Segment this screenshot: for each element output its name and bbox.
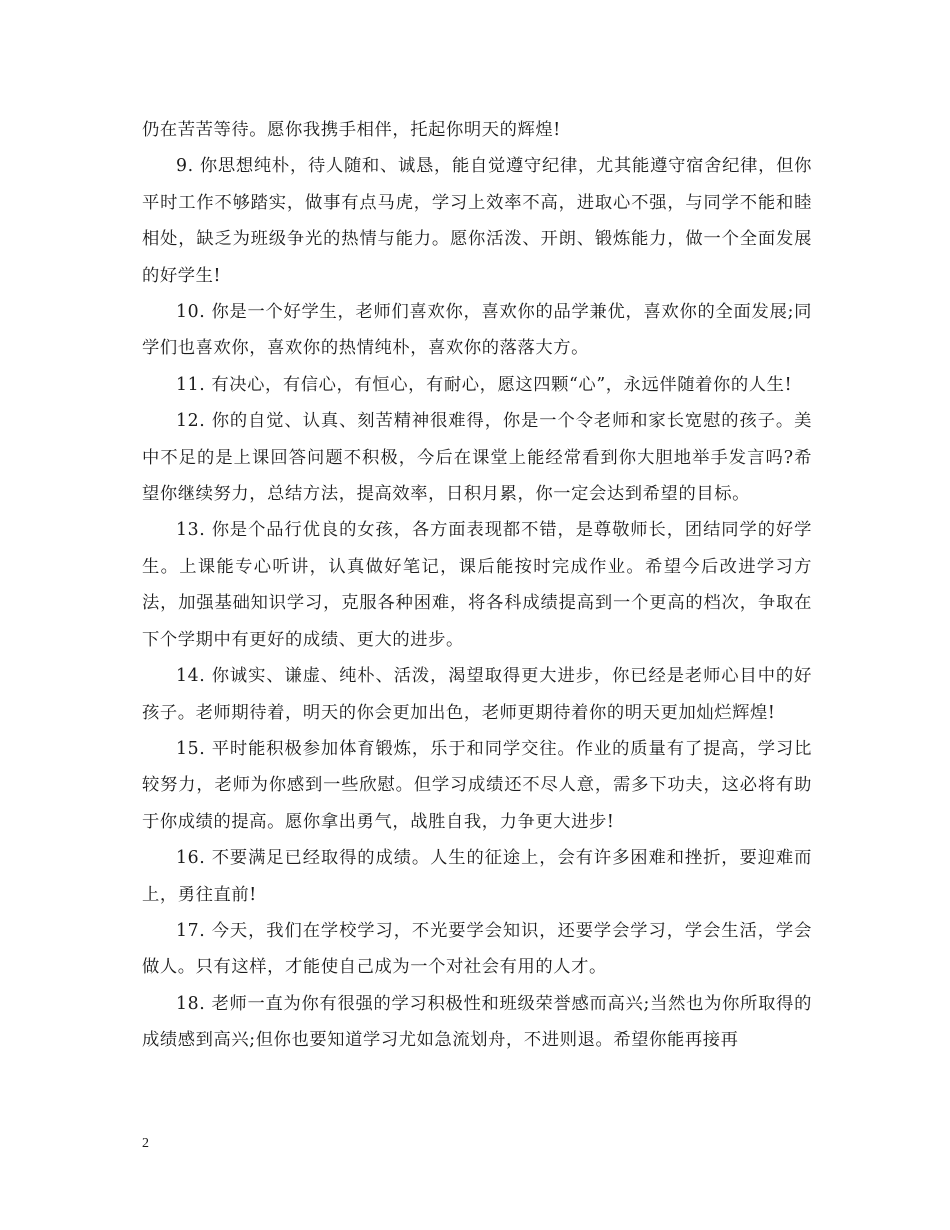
paragraph-item-16: 16. 不要满足已经取得的成绩。人生的征途上，会有许多困难和挫折，要迎难而上，勇往直前! [142, 848, 812, 905]
paragraph-item-18: 18. 老师一直为你有很强的学习积极性和班级荣誉感而高兴;当然也为你所取得的成绩感到高兴;但你也要知道学习尤如急流划舟，不进则退。希望你能再接再 [142, 993, 812, 1051]
page-number: 2 [142, 1136, 149, 1151]
paragraph-item-15: 15. 平时能积极参加体育锻炼，乐于和同学交往。作业的质量有了提高，学习比较努力，老师为你感到一些欣慰。但学习成绩还不尽人意，需多下功夫，这必将有助于你成绩的提高。愿你拿出勇气，战胜自我，力争更大进步! [142, 738, 812, 832]
paragraph-item-13: 13. 你是个品行优良的女孩，各方面表现都不错，是尊敬师长，团结同学的好学生。上课能专心听讲，认真做好笔记，课后能按时完成作业。希望今后改进学习方法，加强基础知识学习，克服各种困难，将各科成绩提高到一个更高的档次，争取在下个学期中有更好的成绩、更大的进步。 [142, 520, 812, 650]
paragraph-item-10: 10. 你是一个好学生，老师们喜欢你，喜欢你的品学兼优，喜欢你的全面发展;同学们也喜欢你，喜欢你的热情纯朴，喜欢你的落落大方。 [142, 302, 812, 359]
paragraph-item-11: 11. 有决心，有信心，有恒心，有耐心，愿这四颗“心”，永远伴随着你的人生! [176, 374, 793, 395]
paragraph-item-9: 9. 你思想纯朴，待人随和、诚恳，能自觉遵守纪律，尤其能遵守宿舍纪律，但你平时工作不够踏实，做事有点马虎，学习上效率不高，进取心不强，与同学不能和睦相处，缺乏为班级争光的热情与能力。愿你活泼、开朗、锻炼能力，做一个全面发展的好学生! [142, 156, 812, 286]
paragraph-item-12: 12. 你的自觉、认真、刻苦精神很难得，你是一个令老师和家长宽慰的孩子。美中不足的是上课回答问题不积极，今后在课堂上能经常看到你大胆地举手发言吗?希望你继续努力，总结方法，提高效率，日积月累，你一定会达到希望的目标。 [142, 411, 812, 505]
paragraph-item-14: 14. 你诚实、谦虚、纯朴、活泼，渴望取得更大进步，你已经是老师心目中的好孩子。老师期待着，明天的你会更加出色，老师更期待着你的明天更加灿烂辉煌! [142, 666, 812, 723]
paragraph-continuation: 仍在苦苦等待。愿你我携手相伴，托起你明天的辉煌! [142, 120, 561, 140]
document-body [142, 112, 812, 1059]
paragraph-item-17: 17. 今天，我们在学校学习，不光要学会知识，还要学会学习，学会生活，学会做人。只有这样，才能使自己成为一个对社会有用的人才。 [142, 920, 812, 978]
